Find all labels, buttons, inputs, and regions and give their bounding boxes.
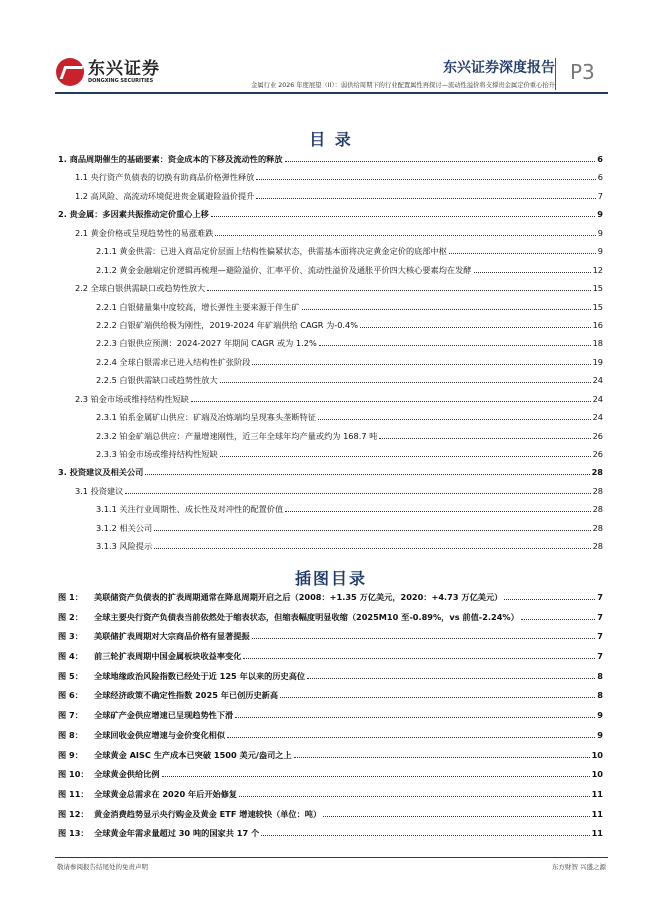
figure-entry[interactable] [58,710,603,730]
dot-leader [252,359,590,365]
toc-entry[interactable] [58,486,603,504]
toc-entry-page: 28 [591,467,603,478]
header-divider [555,58,556,90]
dot-leader [261,830,589,836]
dot-leader [256,193,595,199]
dot-leader [211,211,595,217]
toc-entry-label: 3. 投资建议及相关公司 [58,467,144,478]
table-of-contents [58,154,603,560]
figure-caption: 全球地缘政治风险指数已经处于近 125 年以来的历史高位 [94,670,306,681]
toc-entry-label: 2.2.3 白银供应预测：2024-2027 年期间 CAGR 或为 1.2% [96,338,317,349]
figure-number: 图 7： [58,710,83,721]
report-subtitle: 金属行业 2026 年度展望（II）：弱供给周期下的行业配置属性再探讨—流动性溢价将支撑贵金属定价重心抬升 [251,82,555,89]
figure-number: 图 10： [58,769,89,780]
figures-title: 插图目录 [294,569,367,588]
figure-caption: 全球矿产金供应增速已呈现趋势性下滑 [94,710,234,721]
toc-entry-page: 12 [592,264,603,275]
figure-number: 图 9： [58,749,83,760]
figure-entry-page: 11 [591,828,603,839]
toc-entry-page: 26 [592,430,603,441]
toc-entry-label: 3.1.1 关注行业周期性、成长性及对冲性的配置价值 [96,504,284,515]
toc-entry[interactable] [58,357,603,375]
figure-entry-text [58,769,160,780]
toc-entry[interactable] [58,412,603,430]
toc-entry-label: 2.2 全球白银供需缺口或趋势性放大 [75,283,206,294]
toc-entry-label: 2.2.2 白银矿端供给极为刚性，2019-2024 年矿端供给 CAGR 为-0.4% [96,319,359,330]
dot-leader [323,811,589,817]
dot-leader [207,285,590,291]
footer-rule [55,857,608,858]
dot-leader [154,525,590,531]
toc-entry-label: 2.1 黄金价格或呈现趋势性的易涨难跌 [75,227,214,238]
toc-entry[interactable] [58,191,603,209]
logo-name-cn: 东兴证券 [88,59,160,79]
figure-entry[interactable] [58,592,603,612]
figure-entry-text [58,690,278,701]
dot-leader [162,771,590,777]
figure-caption: 前三轮扩表周期中国金属板块收益率变化 [94,651,242,662]
dot-leader [252,633,596,639]
toc-entry[interactable] [58,246,603,264]
dot-leader [294,752,590,758]
dot-leader [319,340,591,346]
toc-entry[interactable] [58,394,603,412]
toc-entry-label: 2.3 铂金市场或维持结构性短缺 [75,393,189,404]
list-of-figures [58,592,603,848]
dot-leader [125,488,590,494]
figure-entry-page: 7 [597,631,603,642]
dot-leader [379,433,590,439]
figure-entry-text [58,612,519,623]
toc-entry-label: 2.3.3 铂金市场或维持结构性短缺 [96,449,218,459]
toc-entry-page: 24 [592,375,603,386]
toc-entry-page: 24 [592,393,603,404]
figure-caption: 全球经济政策不确定性指数 2025 年已创历史新高 [94,690,279,701]
dot-leader [235,712,595,718]
toc-entry-label: 2.1.1 黄金供需：已进入商品定价层面上结构性偏紧状态，供需基本面将决定黄金定价的底部中枢 [96,246,447,257]
logo-icon [56,58,84,86]
toc-entry-page: 9 [597,246,603,257]
dot-leader [449,248,596,254]
footer-slogan: 东方财智 兴盛之源 [551,863,606,871]
toc-entry-page: 6 [597,172,603,183]
toc-entry-label: 3.1.2 相关公司 [96,522,153,533]
figure-entry-text [58,710,233,721]
figure-entry-page: 10 [591,769,603,780]
figure-entry[interactable] [58,809,603,829]
toc-entry-page: 9 [597,209,603,220]
toc-entry-page: 28 [592,541,603,552]
dot-leader [360,322,591,328]
figure-caption: 美联储扩表周期对大宗商品价格有显著提振 [94,631,250,642]
figure-entry-text [58,809,321,820]
figure-entry-page: 8 [597,690,603,701]
figure-entry[interactable] [58,769,603,789]
toc-entry-label: 3.1 投资建议 [75,485,124,496]
figure-number: 图 11： [58,788,89,799]
toc-title: 目 录 [309,130,353,149]
figure-caption: 全球回收金供应增速与金价变化相似 [94,729,226,740]
toc-entry[interactable] [58,172,603,190]
toc-entry[interactable] [58,209,603,227]
figure-entry-page: 11 [591,808,603,819]
figure-entry[interactable] [58,612,603,632]
figure-entry-page: 7 [597,592,603,602]
figure-number: 图 12： [58,808,89,819]
toc-entry-page: 26 [592,449,603,459]
figure-caption: 全球黄金年需求量超过 30 吨的国家共 17 个 [94,828,260,839]
toc-entry-label: 1. 商品周期催生的基础要素：资金成本的下移及流动性的释放 [58,154,283,164]
toc-entry-label: 2.2.5 白银供需缺口或趋势性放大 [96,375,218,386]
toc-entry-page: 28 [592,522,603,533]
toc-entry-label: 2.1.2 黄金金融端定价逻辑再梳理—避险溢价、汇率平价、流动性溢价及通胀平价四大核心要素均在发酵 [96,264,472,275]
figure-entry-page: 7 [597,651,603,662]
report-type: 东兴证券深度报告 [443,60,555,76]
header-rule [55,92,608,94]
toc-entry-label: 2. 贵金属：多因素共振推动定价重心上移 [58,209,209,220]
figure-entry-page: 10 [591,749,603,760]
figure-caption: 美联储资产负债表的扩表周期通常在降息周期开启之后（2008：+1.35 万亿美元，2020：+4.73 万亿美元） [94,592,503,602]
toc-entry-label: 2.2.1 白银储量集中度较高，增长弹性主要来源于伴生矿 [96,301,300,312]
figure-caption: 黄金消费趋势显示央行购金及黄金 ETF 增速较快（单位：吨） [94,808,322,819]
toc-entry-page: 28 [592,504,603,515]
dot-leader [215,230,595,236]
logo-name-en: DONGXING SECURITIES [88,78,154,84]
figure-entry-text [58,828,259,839]
figure-number: 图 8： [58,729,83,740]
toc-entry[interactable] [58,504,603,522]
figure-entry-text [58,592,502,603]
dot-leader [280,692,595,698]
toc-entry[interactable] [58,283,603,301]
figure-number: 图 1： [58,592,83,602]
toc-entry-page: 18 [592,338,603,349]
figure-entry[interactable] [58,789,603,809]
figure-caption: 全球主要央行资产负债表当前依然处于缩表状态，但缩表幅度明显收缩（2025M10 至-0.89%，vs 前值-2.24%） [94,611,519,622]
figure-number: 图 3： [58,631,83,642]
dot-leader [521,614,596,620]
figure-entry[interactable] [58,651,603,671]
figure-entry[interactable] [58,828,603,848]
dot-leader [285,506,590,512]
toc-entry[interactable] [58,431,603,449]
dot-leader [256,174,595,180]
toc-entry[interactable] [58,375,603,393]
dot-leader [285,156,596,162]
toc-entry-page: 19 [592,356,603,367]
dot-leader [191,396,591,402]
toc-entry-page: 6 [597,154,603,164]
toc-entry[interactable] [58,541,603,559]
toc-entry[interactable] [58,467,603,485]
toc-entry[interactable] [58,228,603,246]
figure-entry-page: 9 [597,710,603,721]
figure-entry-page: 9 [597,729,603,740]
toc-entry[interactable] [58,320,603,338]
dot-leader [318,414,591,420]
page-number: P3 [570,60,595,84]
figure-number: 图 6： [58,690,83,701]
dot-leader [474,267,591,273]
toc-entry-page: 15 [592,283,603,294]
figure-entry-page: 11 [591,788,603,799]
figure-entry-text [58,750,292,761]
toc-entry-label: 1.1 央行资产负债表的切换有助商品价格弹性释放 [75,172,255,183]
toc-entry[interactable] [58,154,603,172]
figure-caption: 全球黄金 AISC 生产成本已突破 1500 美元/盎司之上 [94,749,292,760]
toc-entry[interactable] [58,302,603,320]
toc-entry-label: 3.1.3 风险提示 [96,541,153,552]
figure-number: 图 5： [58,670,83,681]
figure-entry-text [58,730,225,741]
figure-entry[interactable] [58,671,603,691]
figure-entry[interactable] [58,730,603,750]
toc-entry-page: 15 [592,301,603,312]
figure-entry[interactable] [58,690,603,710]
toc-entry[interactable] [58,265,603,283]
company-logo [56,58,160,86]
figure-entry[interactable] [58,750,603,770]
toc-entry-page: 9 [597,227,603,238]
toc-entry[interactable] [58,523,603,541]
figure-caption: 全球黄金总需求在 2020 年后开始修复 [94,788,238,799]
figure-entry-page: 7 [597,611,603,622]
toc-entry-label: 2.2.4 全球白银需求已进入结构性扩张阶段 [96,356,251,367]
dot-leader [504,594,595,600]
figure-number: 图 4： [58,651,83,662]
toc-entry-label: 1.2 高风险、高流动环境促进贵金属避险溢价提升 [75,190,255,201]
toc-entry-label: 2.3.2 铂金矿端总供应：产量增速刚性，近三年全球年均产量或约为 168.7 吨 [96,430,378,441]
toc-entry-page: 7 [597,190,603,201]
dot-leader [220,451,591,457]
figure-entry-text [58,671,305,682]
figure-entry[interactable] [58,631,603,651]
footer-disclaimer: 敬请参阅报告结尾处的免责声明 [57,863,148,871]
toc-entry-page: 28 [592,485,603,496]
figure-number: 图 2： [58,611,83,622]
dot-leader [302,304,591,310]
dot-leader [220,377,591,383]
toc-entry-page: 24 [592,412,603,423]
figure-number: 图 13： [58,828,89,839]
dot-leader [227,732,595,738]
figure-entry-text [58,651,241,662]
dot-leader [154,543,590,549]
figure-entry-text [58,631,250,642]
figure-caption: 全球黄金供给比例 [94,769,160,780]
dot-leader [145,469,589,475]
toc-entry-page: 16 [592,319,603,330]
dot-leader [239,791,589,797]
dot-leader [307,673,595,679]
toc-entry-label: 2.3.1 铂系金属矿山供应：矿端及冶炼端均呈现寡头垄断特征 [96,412,316,423]
dot-leader [243,653,595,659]
toc-entry[interactable] [58,449,603,467]
toc-entry[interactable] [58,338,603,356]
figure-entry-text [58,789,237,800]
figure-entry-page: 8 [597,670,603,681]
